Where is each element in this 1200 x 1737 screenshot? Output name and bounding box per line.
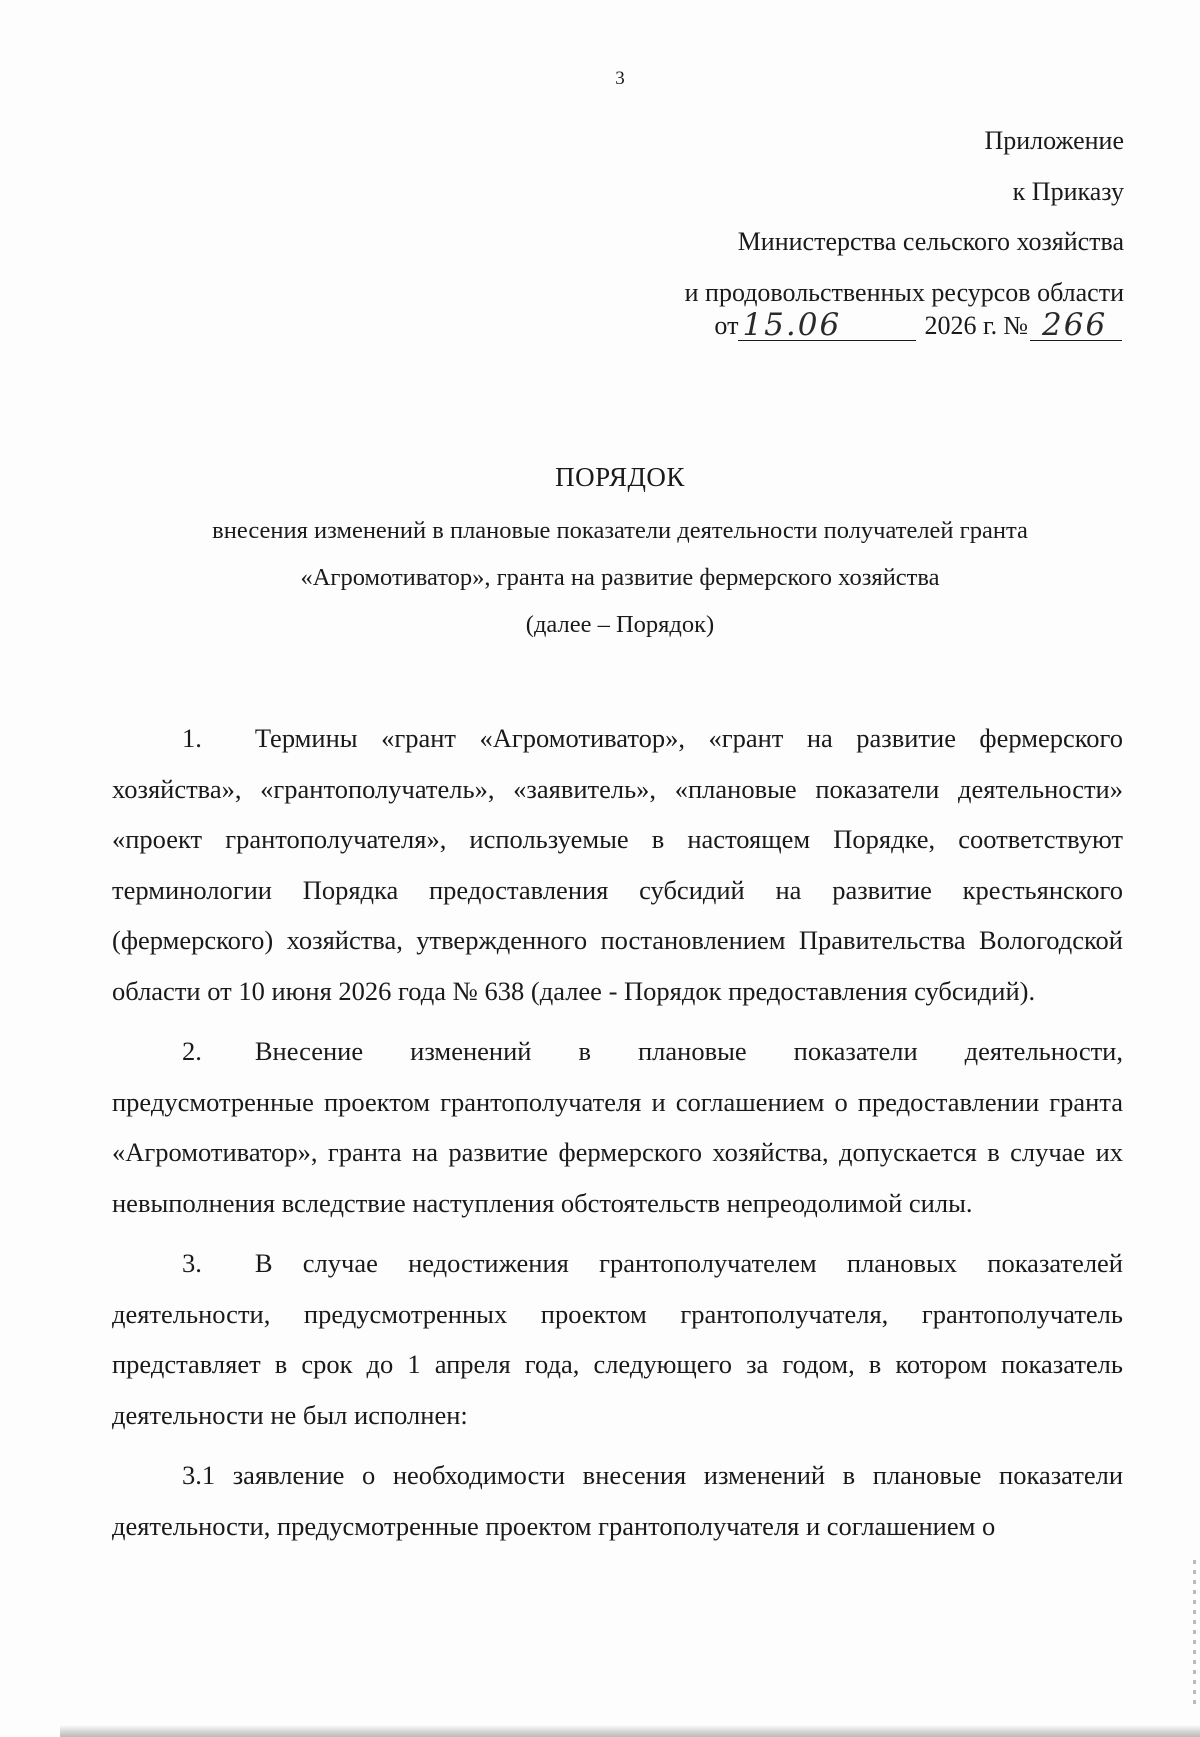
order-date-line <box>714 307 1122 343</box>
appendix-line: Приложение <box>984 126 1124 155</box>
paragraph-3: 3. В случае недостижения грантополучателем плановых показателей деятельности, предусмотренных проектом грантополучателя, грантополучатель представляет в срок до 1 апреля года, следующего за годом, в котором показатель деятельности не был исполнен: <box>112 1248 1123 1430</box>
paragraph-2: 2. Внесение изменений в плановые показатели деятельности, предусмотренные проектом грантополучателя и соглашением о предоставлении гранта «Агромотиватор», гранта на развитие фермерского хозяйства, допускается в случае их невыполнения вследствие наступления обстоятельств непреодолимой силы. <box>112 1036 1123 1218</box>
order-year: 2026 г. <box>924 311 998 340</box>
appendix-header <box>685 116 1124 318</box>
title-subline: «Агромотиватор», гранта на развитие фермерского хозяйства <box>300 564 940 591</box>
number-field <box>1030 307 1122 343</box>
appendix-line: Министерства сельского хозяйства <box>737 227 1124 256</box>
scan-edge-shadow <box>60 1725 1200 1737</box>
handwritten-date: 15.06 <box>742 307 842 343</box>
document-title <box>0 462 1200 648</box>
title-subline: внесения изменений в плановые показатели деятельности получателей гранта <box>212 517 1028 544</box>
number-sign: № <box>1003 311 1028 340</box>
title-subline: (далее – Порядок) <box>525 611 715 638</box>
appendix-line: и продовольственных ресурсов области <box>684 277 1124 307</box>
scan-edge-marks <box>1193 1560 1196 1710</box>
appendix-line: к Приказу <box>1012 176 1124 206</box>
date-field <box>738 307 916 343</box>
date-prefix: от <box>714 311 739 340</box>
paragraph-3-1: 3.1 заявление о необходимости внесения изменений в плановые показатели деятельности, предусмотренные проектом грантополучателя и соглашением о <box>112 1460 1123 1541</box>
title-heading: ПОРЯДОК <box>555 462 685 492</box>
document-body <box>112 713 1123 1551</box>
handwritten-number: 266 <box>1042 307 1108 343</box>
page-number: 3 <box>615 68 625 89</box>
paragraph-1: 1. Термины «грант «Агромотиватор», «грант на развитие фермерского хозяйства», «грантополучатель», «заявитель», «плановые показатели деятельности» «проект грантополучателя», используемые в настоящем Порядке, соответствуют терминологии Порядка предоставления субсидий на развитие крестьянского (фермерского) хозяйства, утвержденного постановлением Правительства Вологодской области от 10 июня 2026 года № 638 (далее - Порядок предоставления субсидий). <box>112 723 1123 1006</box>
